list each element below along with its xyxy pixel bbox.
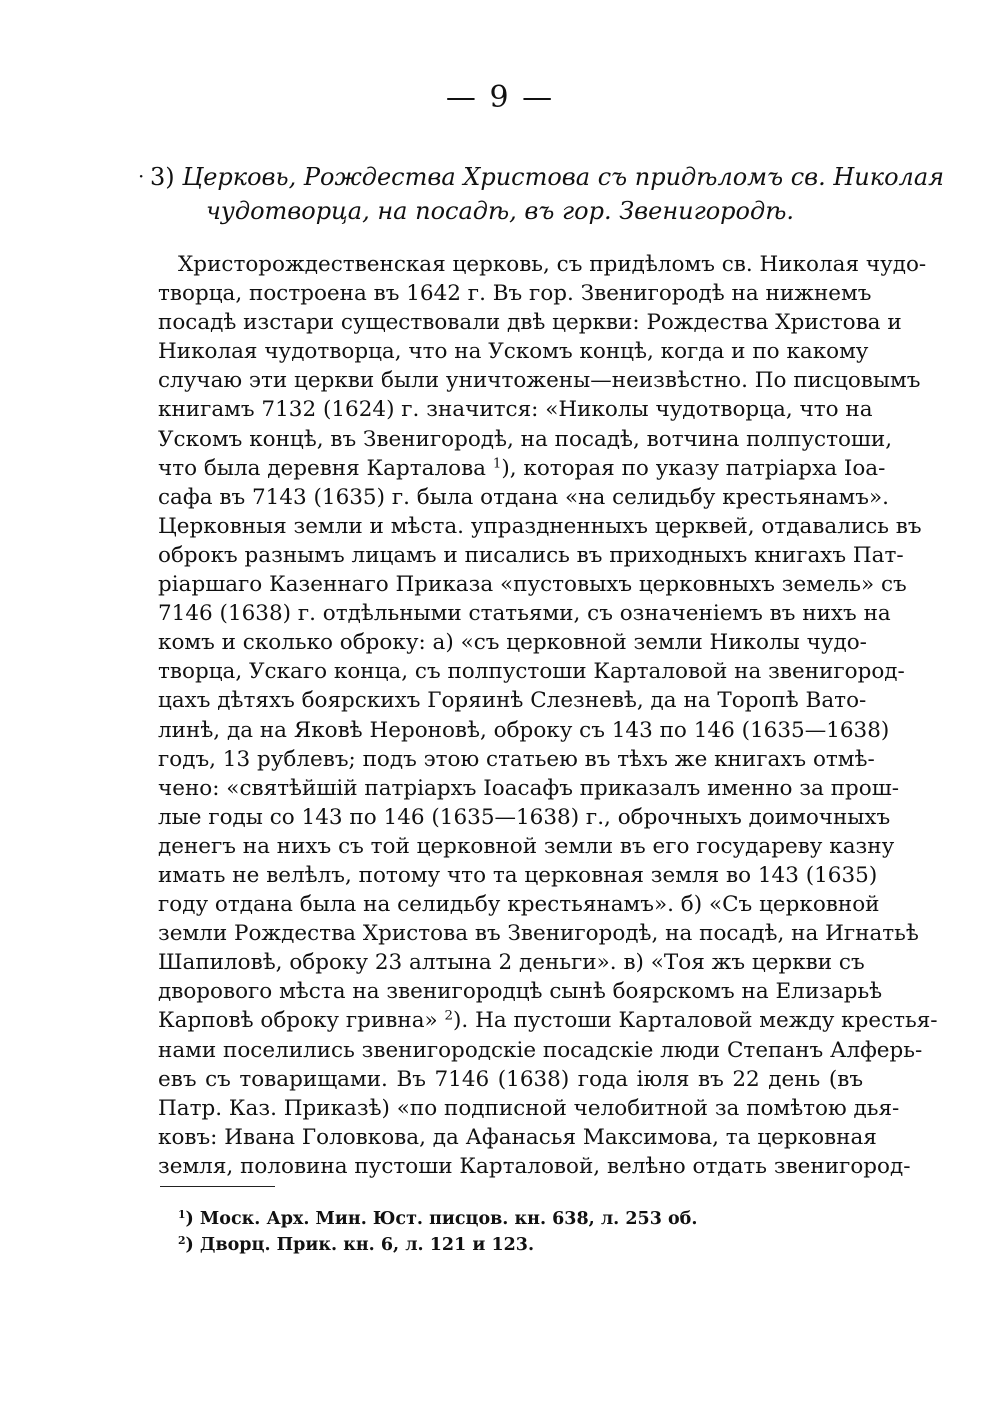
footnote-divider xyxy=(160,1186,275,1187)
text-segment: Карповѣ оброку гривна» xyxy=(158,1008,438,1034)
text-line: цахъ дѣтяхъ боярскихъ Горяинѣ Слезневѣ, да на Торопѣ Вато- xyxy=(158,688,867,714)
text-line: сафа въ 7143 (1635) г. была отдана «на селидьбу крестьянамъ». xyxy=(158,484,889,510)
margin-mark: · xyxy=(138,164,145,188)
text-line: случаю эти церкви были уничтожены—неизвѣстно. По писцовымъ xyxy=(158,368,921,394)
text-line: Христорождественская церковь, съ придѣломъ св. Николая чудо- xyxy=(178,252,927,277)
text-line: ковъ: Ивана Головкова, да Афанасья Максимова, та церковная xyxy=(158,1124,877,1150)
footnote-ref-2: 2 xyxy=(444,1009,454,1025)
text-line: Церковныя земли и мѣста. упраздненныхъ церквей, отдавались въ xyxy=(158,513,922,539)
footnote-mark-1: 1 xyxy=(178,1208,186,1222)
text-line: Ускомъ концѣ, въ Звенигородѣ, на посадѣ, вотчина полпустоши, xyxy=(158,426,893,452)
text-segment: что была деревня Карталова xyxy=(158,455,486,481)
text-line: земля, половина пустоши Карталовой, велѣно отдать звенигород- xyxy=(158,1153,911,1179)
text-line: Патр. Каз. Приказѣ) «по подписной челобитной за помѣтою дья- xyxy=(158,1095,900,1121)
heading-title-part-2: чудотворца, на посадѣ, въ гор. Звенигородѣ. xyxy=(206,197,794,225)
text-segment: ). На пустоши Карталовой между крестья- xyxy=(453,1008,938,1034)
text-line: нами поселились звенигородскіе посадскіе люди Степанъ Алферь- xyxy=(158,1037,923,1063)
heading-title-part-1: Церковь, Рождества Христова съ придѣломъ св. Николая xyxy=(182,163,945,191)
text-line: денегъ на нихъ съ той церковной земли въ его государеву казну xyxy=(158,833,895,859)
text-line: ріаршаго Казеннаго Приказа «пустовыхъ церковныхъ земель» съ xyxy=(158,572,907,598)
text-line: земли Рождества Христова въ Звенигородѣ, на посадѣ, на Игнатьѣ xyxy=(158,921,919,947)
footnote-mark-2: 2 xyxy=(178,1234,186,1248)
page-number: — 9 — xyxy=(445,80,555,115)
text-line: евъ съ товарищами. Въ 7146 (1638) года іюля въ 22 день (въ xyxy=(158,1066,863,1092)
text-line: комъ и сколько оброку: а) «съ церковной земли Николы чудо- xyxy=(158,630,867,656)
heading-line-1 xyxy=(150,160,945,194)
text-line xyxy=(158,454,886,483)
text-line: Шапиловѣ, оброку 23 алтына 2 деньги». в) «Тоя жъ церкви съ xyxy=(158,950,865,976)
footnote-text-1: ) Моск. Арх. Мин. Юст. писцов. кн. 638, л. 253 об. xyxy=(185,1209,698,1229)
text-line: 7146 (1638) г. отдѣльными статьями, съ означеніемъ въ нихъ на xyxy=(158,601,891,627)
text-line: оброкъ разнымъ лицамъ и писались въ приходныхъ книгахъ Пат- xyxy=(158,542,904,568)
text-line: году отдана была на селидьбу крестьянамъ». б) «Съ церковной xyxy=(158,892,880,918)
footnotes xyxy=(178,1206,697,1258)
text-segment: ), которая по указу патріарха Іоа- xyxy=(501,455,886,481)
text-line: книгамъ 7132 (1624) г. значится: «Николы чудотворца, что на xyxy=(158,397,873,423)
text-line: линѣ, да на Яковѣ Нероновѣ, оброку съ 143 по 146 (1635—1638) xyxy=(158,717,890,743)
text-line: годъ, 13 рублевъ; подъ этою статьею въ тѣхъ же книгахъ отмѣ- xyxy=(158,746,875,772)
footnote-1 xyxy=(178,1206,697,1232)
text-line: лые годы со 143 по 146 (1635—1638) г., оброчныхъ доимочныхъ xyxy=(158,804,891,830)
text-line: имать не велѣлъ, потому что та церковная земля во 143 (1635) xyxy=(158,862,878,888)
text-line: творца, построена въ 1642 г. Въ гор. Звенигородѣ на нижнемъ xyxy=(158,281,872,307)
body-paragraph xyxy=(158,250,938,1181)
footnote-2 xyxy=(178,1232,697,1258)
section-heading xyxy=(150,160,945,228)
text-line: творца, Ускаго конца, съ полпустоши Карталовой на звенигород- xyxy=(158,659,905,685)
text-line: чено: «святѣйшій патріархъ Іоасафъ приказалъ именно за прош- xyxy=(158,775,900,801)
text-line: дворового мѣста на звенигородцѣ сынѣ боярскомъ на Елизарьѣ xyxy=(158,979,883,1005)
footnote-ref-1: 1 xyxy=(492,456,502,472)
text-line xyxy=(158,1006,938,1035)
text-line: посадѣ изстари существовали двѣ церкви: Рождества Христова и xyxy=(158,310,902,336)
text-line: Николая чудотворца, что на Ускомъ концѣ, когда и по какому xyxy=(158,339,869,365)
heading-line-2 xyxy=(150,194,850,228)
footnote-text-2: ) Дворц. Прик. кн. 6, л. 121 и 123. xyxy=(185,1235,535,1255)
heading-number: 3) xyxy=(150,163,175,191)
